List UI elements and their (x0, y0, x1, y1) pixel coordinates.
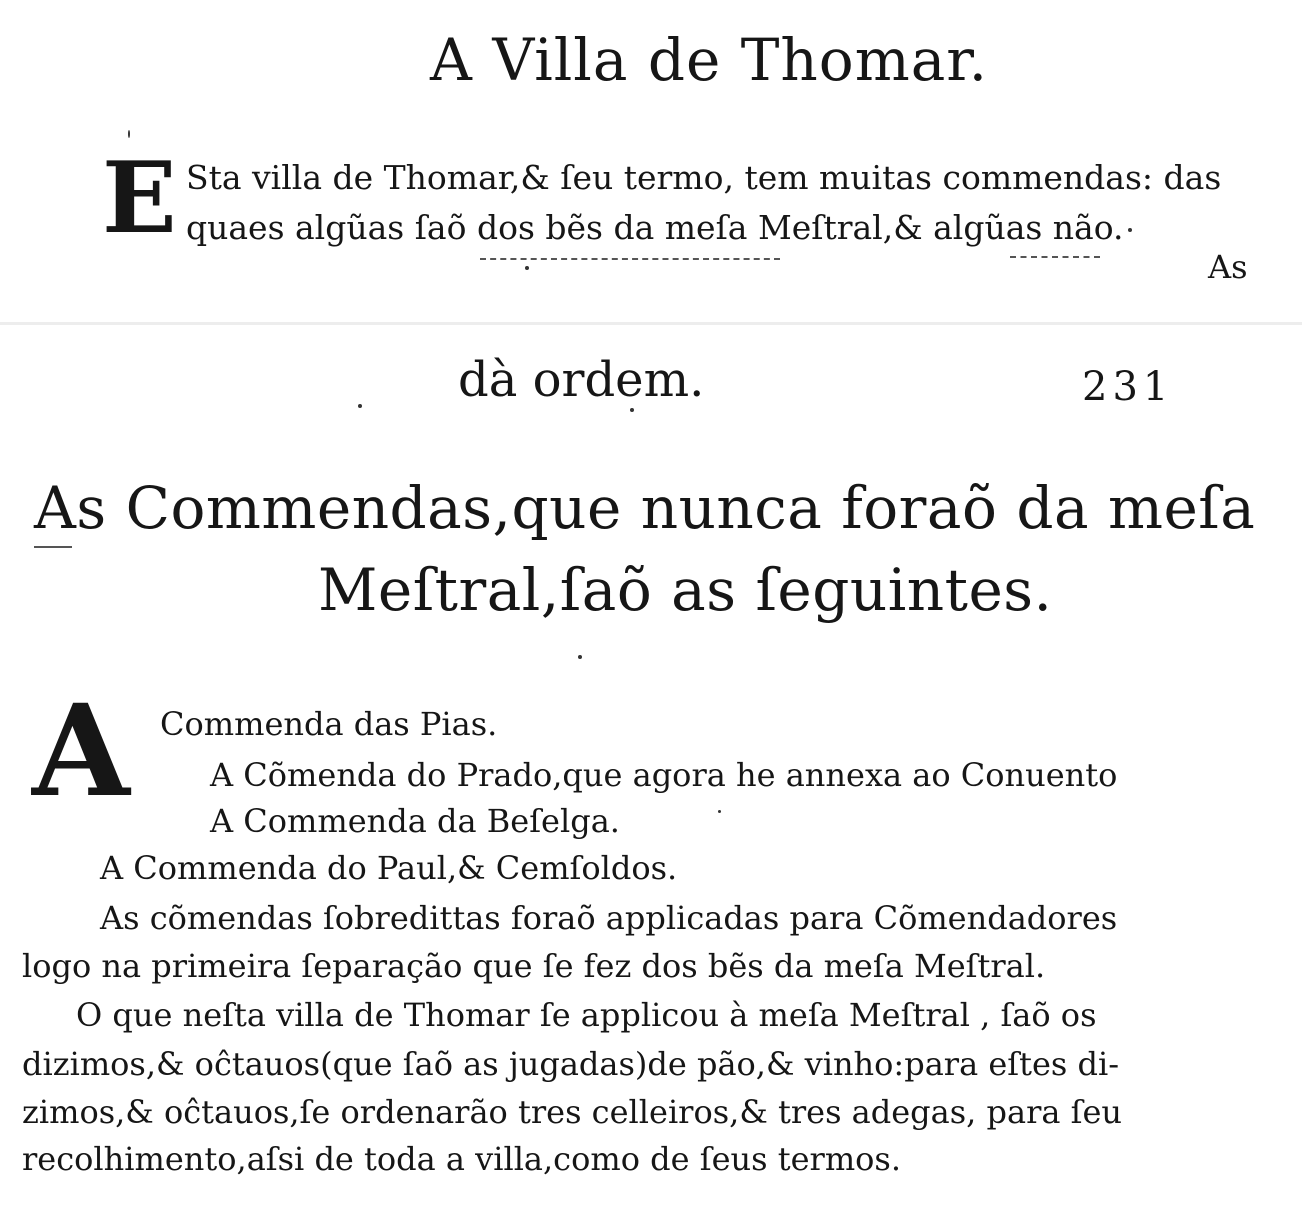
handwritten-underline (480, 258, 780, 260)
section-heading: Meſtral,ſaõ as ſeguintes. (318, 556, 1053, 624)
paragraph-line: recolhimento,aſsi de toda a villa,como de ſeus termos. (22, 1140, 902, 1178)
drop-cap-e: E (102, 141, 177, 256)
paragraph-line: dizimos,& oĉtauos(que ſaõ as jugadas)de pão,& vinho:para eſtes di- (22, 1045, 1120, 1083)
handwritten-underline (34, 546, 72, 548)
scan-speck (525, 266, 529, 270)
page-title: A Villa de Thomar. (430, 26, 989, 94)
list-item: A Cõmenda do Prado,que agora he annexa ao Conuento (210, 756, 1118, 794)
list-item: A Commenda do Paul,& Cemſoldos. (100, 849, 678, 887)
paragraph-line: Sta villa de Thomar,& ſeu termo, tem muitas commendas: das (186, 158, 1222, 197)
paragraph-line: logo na primeira ſeparação que ſe fez dos bẽs da meſa Meſtral. (22, 947, 1046, 985)
page-number: 231 (1082, 364, 1174, 410)
page-divider (0, 322, 1302, 325)
scan-speck (128, 130, 130, 138)
drop-cap-a: A (32, 677, 130, 825)
running-head: dà ordem. (458, 352, 705, 408)
paragraph-line: zimos,& oĉtauos,ſe ordenarão tres celleiros,& tres adegas, para ſeu (22, 1093, 1122, 1131)
handwritten-underline (1010, 256, 1100, 258)
scan-speck (1128, 228, 1132, 232)
list-item: A Commenda da Beſelga. (210, 802, 620, 840)
scan-speck (578, 655, 582, 659)
paragraph-line: quaes algũas ſaõ dos bẽs da meſa Meſtral,& algũas não. (186, 208, 1124, 247)
section-heading: As Commendas,que nunca foraõ da meſa (34, 474, 1256, 542)
paragraph-line: O que neſta villa de Thomar ſe applicou à meſa Meſtral , ſaõ os (76, 996, 1097, 1034)
scan-speck (718, 810, 721, 813)
catchword: As (1208, 248, 1248, 286)
paragraph-line: As cõmendas ſobredittas foraõ applicadas para Cõmendadores (100, 899, 1118, 937)
scan-speck (630, 408, 634, 412)
list-item: Commenda das Pias. (160, 705, 498, 743)
scan-speck (358, 404, 362, 408)
